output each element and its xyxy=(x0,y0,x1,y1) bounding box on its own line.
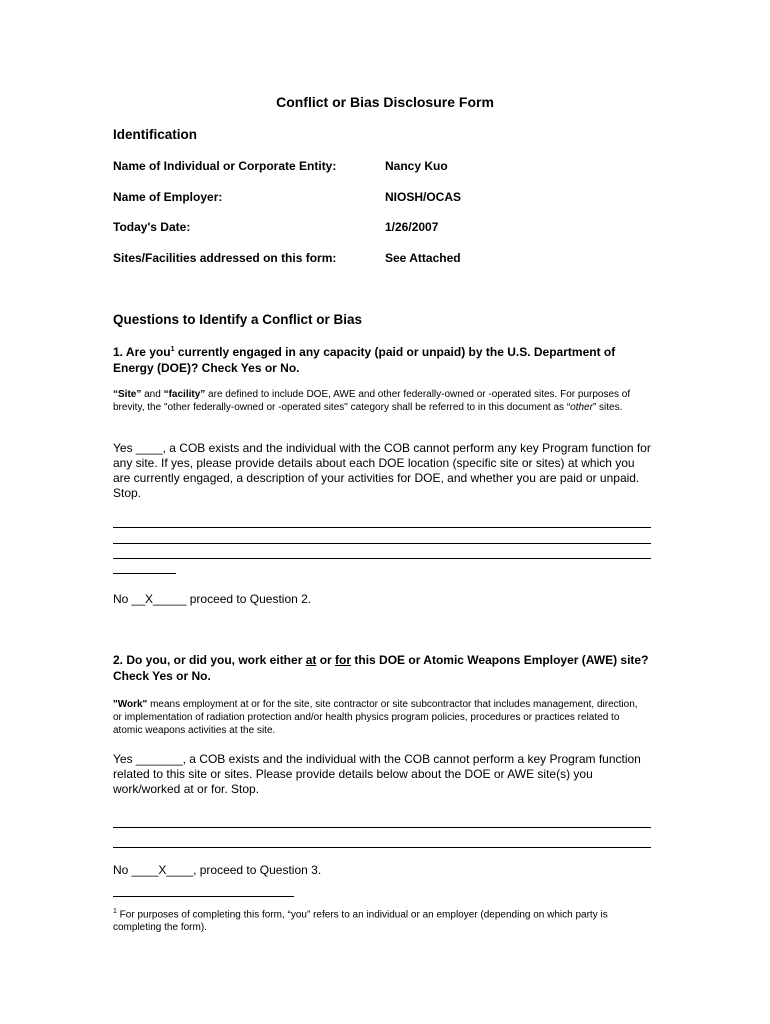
sites-label: Sites/Facilities addressed on this form: xyxy=(113,251,337,265)
question-1 xyxy=(113,342,653,376)
questions-heading: Questions to Identify a Conflict or Bias xyxy=(113,312,363,327)
employer-label: Name of Employer: xyxy=(113,190,223,204)
footnote-mark: 1 xyxy=(113,908,117,915)
def-work-rest: means employment at or for the site, site contractor or site subcontractor that includes management, direction, or implementation of radiation protection and/or health physics program policies, procedures or practices related to atomic weapons activities at the site. xyxy=(113,699,638,736)
question-2-text-b: this DOE or Atomic Weapons Employer (AWE) site? Check Yes or No. xyxy=(113,653,649,683)
question-1-text-a: 1. Are you xyxy=(113,345,171,359)
date-value: 1/26/2007 xyxy=(385,220,439,234)
entity-name-label: Name of Individual or Corporate Entity: xyxy=(113,159,337,173)
question-2-at: at xyxy=(305,653,317,667)
footnote xyxy=(113,905,643,934)
identification-heading: Identification xyxy=(113,127,197,142)
question-1-yes-text: Yes ____, a COB exists and the individual with the COB cannot perform any key Program function for any site. If yes, please provide details about each DOE location (specific site or sites) at which you are currently engaged, a description of your activities for DOE, and whether you are paid or unpaid. Stop. xyxy=(113,441,651,500)
def-rest-b: ” sites. xyxy=(592,402,623,413)
answer-line xyxy=(113,527,651,528)
def-work-term: "Work" xyxy=(113,699,148,710)
question-1-no-text: No __X_____ proceed to Question 2. xyxy=(113,592,312,606)
footnote-text: For purposes of completing this form, “you” refers to an individual or an employer (depending on which party is completing the form). xyxy=(113,909,608,934)
def-site-term: “Site” xyxy=(113,389,142,400)
question-2-text-a: 2. Do you, or did you, work either xyxy=(113,653,306,667)
question-2-yes-text: Yes _______, a COB exists and the individual with the COB cannot perform a key Program function related to this site or sites. Please provide details below about the DOE or AWE site(s) you work/worked at or for. Stop. xyxy=(113,752,641,796)
def-and: and xyxy=(141,389,164,400)
question-2 xyxy=(113,652,653,684)
date-label: Today's Date: xyxy=(113,220,191,234)
answer-line xyxy=(113,543,651,544)
question-2-for: for xyxy=(335,653,352,667)
answer-line xyxy=(113,573,176,574)
employer-value: NIOSH/OCAS xyxy=(385,190,462,204)
answer-line xyxy=(113,827,651,828)
def-other-term: other xyxy=(570,402,593,413)
question-1-text-b: currently engaged in any capacity (paid or unpaid) by the U.S. Department of Energy (DOE)? Check Yes or No. xyxy=(113,345,616,375)
sites-value: See Attached xyxy=(385,251,461,265)
answer-line xyxy=(113,847,651,848)
footnote-separator xyxy=(113,896,294,897)
footnote-ref: 1 xyxy=(170,346,175,353)
answer-line xyxy=(113,558,651,559)
page-title: Conflict or Bias Disclosure Form xyxy=(276,94,494,110)
def-rest-a: are defined to include DOE, AWE and other federally-owned or -operated sites. For purposes of brevity, the "other federally-owned or -operated sites" category shall be referred to in this document as “ xyxy=(113,389,631,413)
question-2-no-text: No ____X____, proceed to Question 3. xyxy=(113,863,322,877)
entity-name-value: Nancy Kuo xyxy=(385,159,448,173)
question-2-or: or xyxy=(316,653,336,667)
site-definition xyxy=(113,388,643,414)
work-definition xyxy=(113,698,643,737)
def-facility-term: “facility” xyxy=(163,389,206,400)
